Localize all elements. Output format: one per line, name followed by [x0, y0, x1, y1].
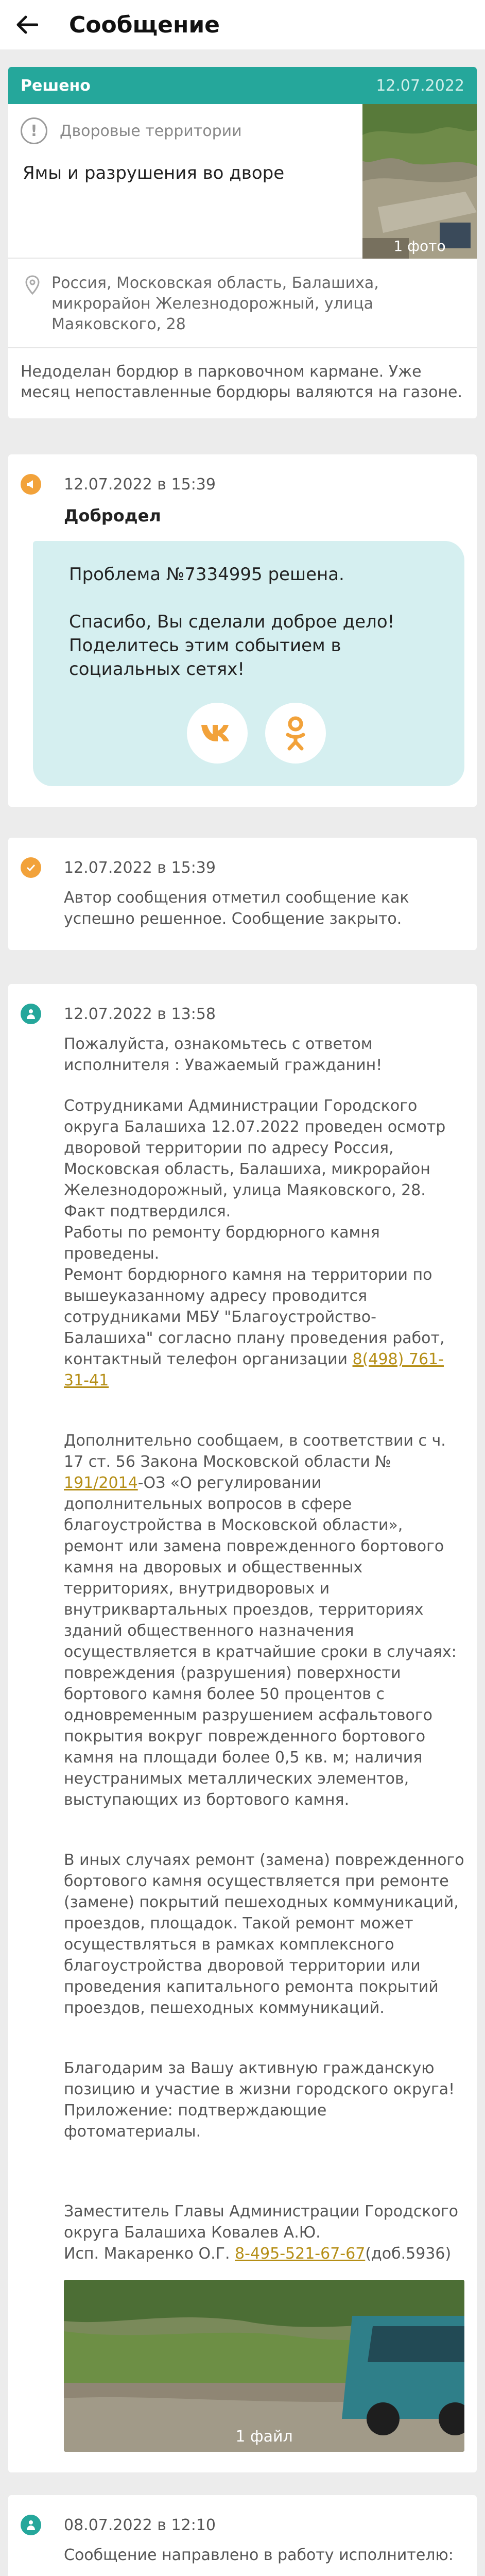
- report-header: [8, 104, 477, 259]
- answer-body: [8, 1024, 477, 2264]
- status-bar: [8, 67, 477, 104]
- address-row: [8, 259, 477, 348]
- answer-paragraph-1: Сотрудниками Администрации Городского округа Балашиха 12.07.2022 проведен осмотр дворовой территории по адресу Россия, Московская область, Балашиха, микрорайон Железнодорожный, улица Маяковского, 28. Факт подтвердился.: [64, 1097, 446, 1221]
- category-label: Дворовые территории: [60, 122, 242, 140]
- event-line-1: Сообщение направлено в работу исполнителю:: [64, 2546, 454, 2564]
- share-buttons: [69, 703, 444, 764]
- status-label: Решено: [21, 76, 91, 95]
- event-date: 12.07.2022 в 13:58: [64, 1005, 216, 1023]
- photo-thumbnail-icon: [362, 104, 477, 259]
- answer-executor: Исп. Макаренко О.Г. 8-495-521-67-67(доб.5936): [64, 2245, 452, 2263]
- attachment-count: 1 файл: [235, 2428, 293, 2446]
- phone-link-1[interactable]: 8(498) 761-31-41: [64, 1350, 444, 1389]
- attachment-preview[interactable]: [64, 2280, 464, 2452]
- event-solved: [8, 454, 477, 807]
- event-author: Добродел: [64, 506, 161, 526]
- megaphone-icon: [21, 474, 41, 495]
- user-icon: [21, 2515, 41, 2535]
- location-pin-icon: [25, 275, 40, 295]
- event-text: Автор сообщения отметил сообщение как успешно решенное. Сообщение закрыто.: [64, 889, 409, 928]
- odnoklassniki-icon: [283, 715, 308, 751]
- bubble-line-2: Спасибо, Вы сделали доброе дело! Поделитесь этим событием в социальных сетях!: [69, 612, 395, 680]
- message-bubble: [33, 541, 464, 786]
- report-description: Недоделан бордюр в парковочном кармане. Уже месяц непоставленные бордюры валяются на газоне.: [21, 363, 463, 401]
- event-date: 12.07.2022 в 15:39: [64, 858, 216, 877]
- check-icon: [21, 857, 41, 878]
- address-text: Россия, Московская область, Балашиха, микрорайон Железнодорожный, улица Маяковского, 28: [51, 274, 379, 333]
- back-button[interactable]: [12, 10, 41, 39]
- answer-signature: Заместитель Главы Администрации Городского округа Балашиха Ковалев А.Ю.: [64, 2202, 458, 2242]
- phone-link-2[interactable]: 8-495-521-67-67: [235, 2245, 366, 2263]
- report-subject: Ямы и разрушения во дворе: [23, 163, 285, 183]
- photo-count: 1 фото: [393, 238, 446, 255]
- answer-paragraph-3: Ремонт бордюрного камня на территории по вышеуказанному адресу проводится сотрудниками МБУ "Благоустройство-Балашиха" согласно плану проведения работ, контактный телефон организации 8(498) 761-31-41: [64, 1266, 445, 1389]
- answer-intro: Пожалуйста, ознакомьтесь с ответом исполнителя : Уважаемый гражданин!: [64, 1035, 383, 1074]
- exclamation-icon: !: [21, 117, 47, 144]
- answer-other-cases: В иных случаях ремонт (замена) поврежденного бортового камня осуществляется при ремонте (замене) покрытий пешеходных коммуникаций, проездов, площадок. Такой ремонт может осуществляться в рамках комплексного благоустройства дворовой территории или проведения капитального ремонта покрытий проездов, пешеходных коммуникаций.: [64, 1851, 464, 2017]
- user-icon: [21, 1004, 41, 1024]
- status-date: 12.07.2022: [376, 76, 464, 95]
- vk-icon: [199, 722, 235, 744]
- arrow-left-icon: [15, 14, 38, 35]
- bubble-line-1: Проблема №7334995 решена.: [69, 564, 344, 585]
- answer-paragraph-2: Работы по ремонту бордюрного камня проведены.: [64, 1224, 380, 1263]
- event-closed: [8, 838, 477, 950]
- event-body: [8, 2535, 477, 2576]
- event-date: 12.07.2022 в 15:39: [64, 475, 216, 494]
- app-bar: [0, 0, 485, 49]
- event-date: 08.07.2022 в 12:10: [64, 2516, 216, 2534]
- attachment-photo-icon: [64, 2280, 464, 2452]
- report-card: [8, 67, 477, 418]
- page-title: Сообщение: [69, 11, 220, 38]
- law-link[interactable]: 191/2014: [64, 1474, 138, 1492]
- answer-thanks: Благодарим за Вашу активную гражданскую позицию и участие в жизни городского округа! Приложение: подтверждающие фотоматериалы.: [64, 2059, 455, 2141]
- event-executor-answer: [8, 984, 477, 2472]
- share-vk-button[interactable]: [187, 703, 248, 764]
- report-photo[interactable]: [362, 104, 477, 259]
- share-ok-button[interactable]: [265, 703, 326, 764]
- answer-law-paragraph: Дополнительно сообщаем, в соответствии с ч. 17 ст. 56 Закона Московской области № 191/2014-ОЗ «О регулировании дополнительных вопросов в сфере благоустройства в Московской области», ремонт или замена поврежденного бортового камня на дворовых и общественных территориях, внутридворовых и внутриквартальных проездов, территориях зданий общественного назначения осуществляется в кратчайшие сроки в случаях: повреждения (разрушения) поверхности бортового камня более 50 процентов с одновременным разрушением асфальтового покрытия вокруг поврежденного бортового камня на площади более 0,5 кв. м; наличия неустранимых металлических элементов, выступающих из бортового камня.: [64, 1432, 457, 1809]
- event-sent-to-executor: [8, 2495, 477, 2576]
